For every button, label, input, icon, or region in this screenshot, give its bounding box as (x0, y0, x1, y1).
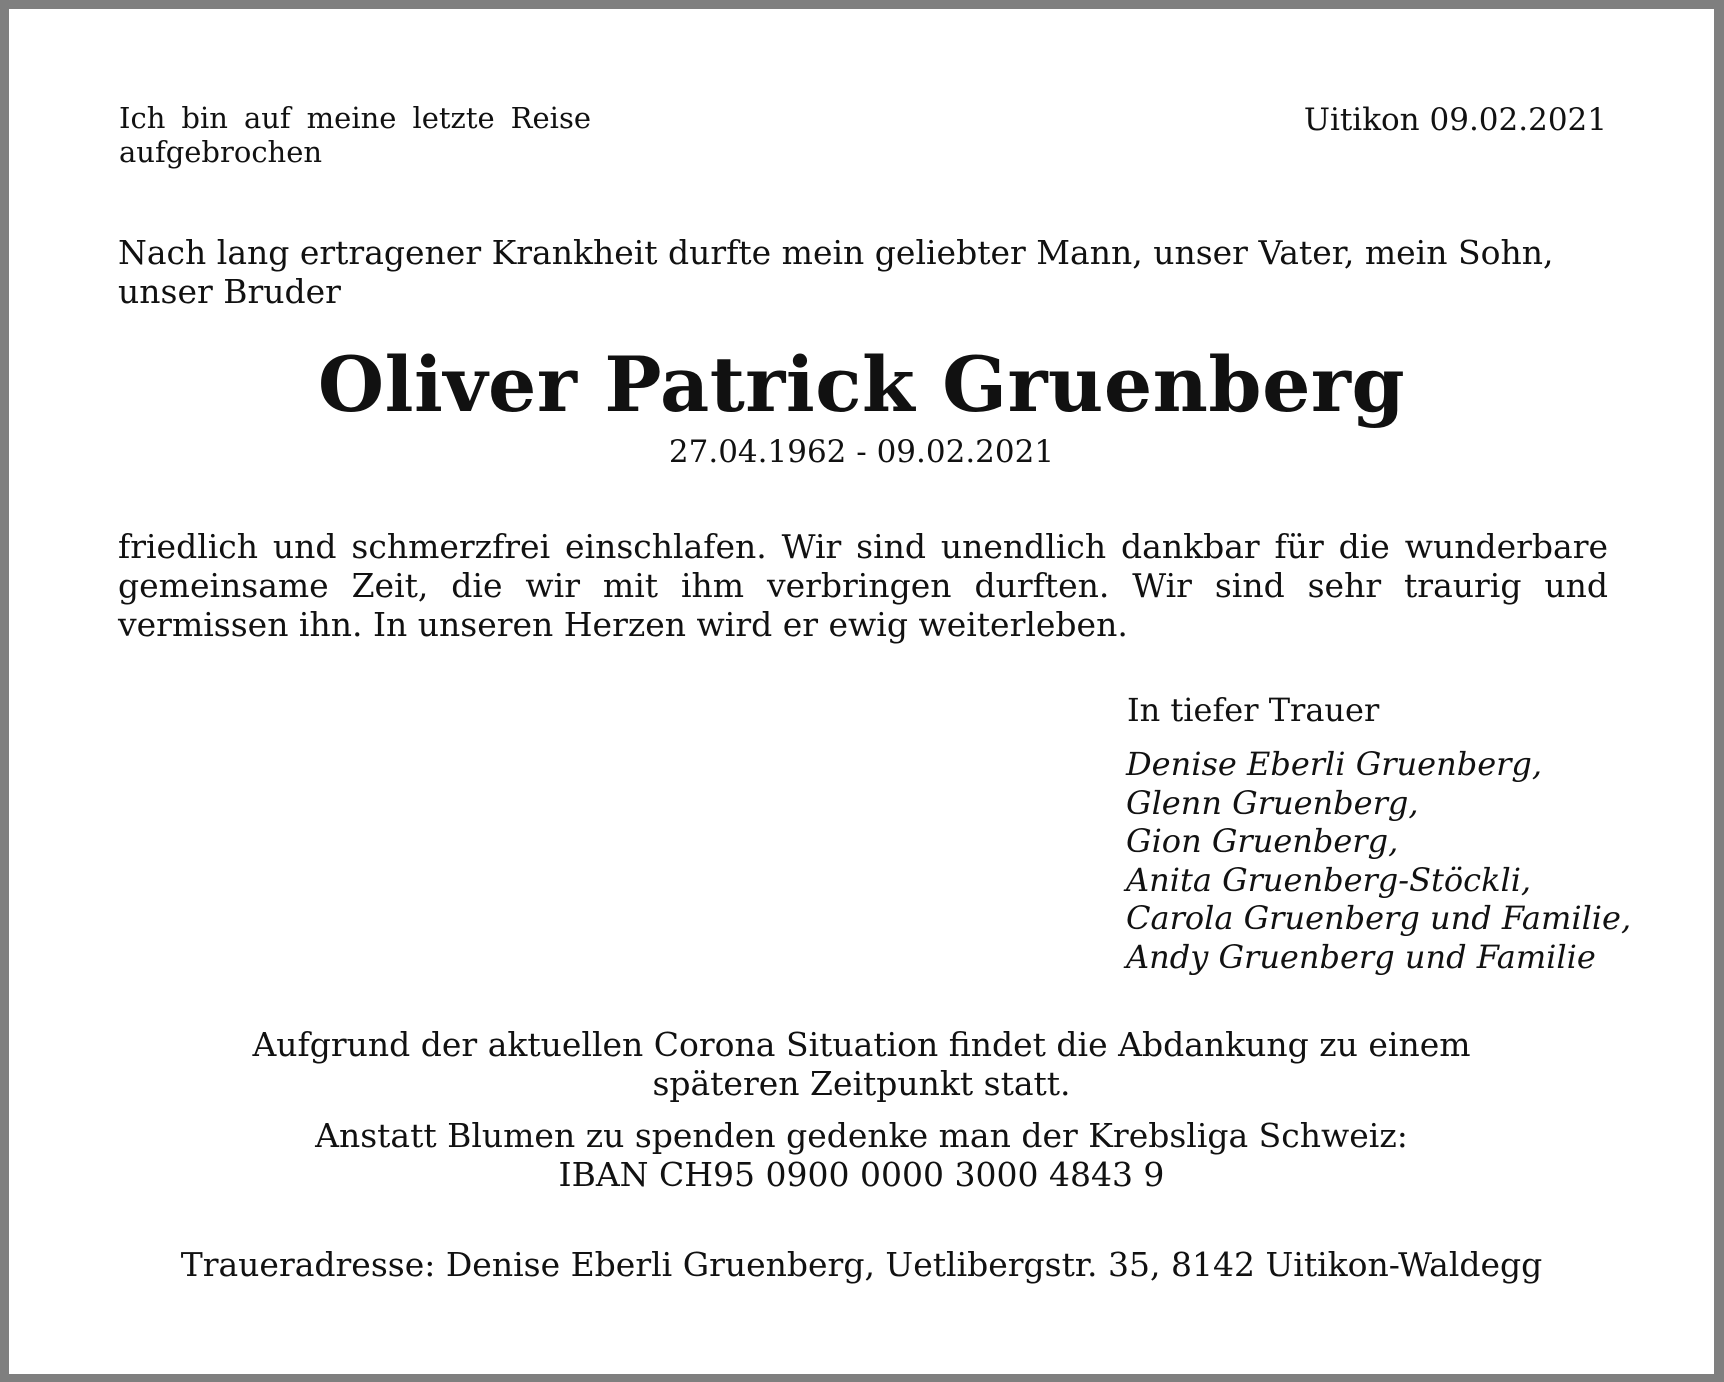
signers-list (1126, 745, 1631, 976)
ceremony-notice-line2: späteren Zeitpunkt statt. (652, 1064, 1071, 1103)
obituary-notice (9, 9, 1714, 1374)
signer-item: Andy Gruenberg und Familie (1126, 937, 1596, 976)
donation-line: Anstatt Blumen zu spenden gedenke man der Krebsliga Schweiz: (315, 1116, 1408, 1155)
motto-text: Ich bin auf meine letzte Reise aufgebrochen (119, 101, 591, 169)
mourning-address: Traueradresse: Denise Eberli Gruenberg, Uetlibergstr. 35, 8142 Uitikon-Waldegg (180, 1245, 1543, 1284)
body-text: friedlich und schmerzfrei einschlafen. Wir sind unendlich dankbar für die wunderbare gemeinsame Zeit, die wir mit ihm verbringen durften. Wir sind sehr traurig und vermissen ihn. In unseren Herzen wird er ewig weiterleben. (118, 527, 1608, 644)
life-dates: 27.04.1962 - 09.02.2021 (668, 434, 1055, 470)
deceased-name: Oliver Patrick Gruenberg (317, 340, 1406, 429)
signer-item: Glenn Gruenberg, (1126, 783, 1419, 822)
signer-item: Carola Gruenberg und Familie, (1126, 899, 1632, 937)
signer-item: Denise Eberli Gruenberg, (1126, 745, 1543, 783)
signer-item: Anita Gruenberg-Stöckli, (1126, 860, 1532, 899)
intro-text: Nach lang ertragener Krankheit durfte mein geliebter Mann, unser Vater, mein Sohn, unser Bruder (118, 233, 1554, 311)
ceremony-notice-line1: Aufgrund der aktuellen Corona Situation findet die Abdankung zu einem (252, 1025, 1471, 1064)
signer-item: Gion Gruenberg, (1126, 822, 1399, 860)
donation-iban: IBAN CH95 0900 0000 3000 4843 9 (558, 1155, 1165, 1194)
ceremony-notice (9, 1025, 1714, 1103)
place-date: Uitikon 09.02.2021 (1303, 102, 1607, 138)
mourning-label: In tiefer Trauer (1127, 691, 1380, 729)
donation-notice (9, 1116, 1714, 1194)
